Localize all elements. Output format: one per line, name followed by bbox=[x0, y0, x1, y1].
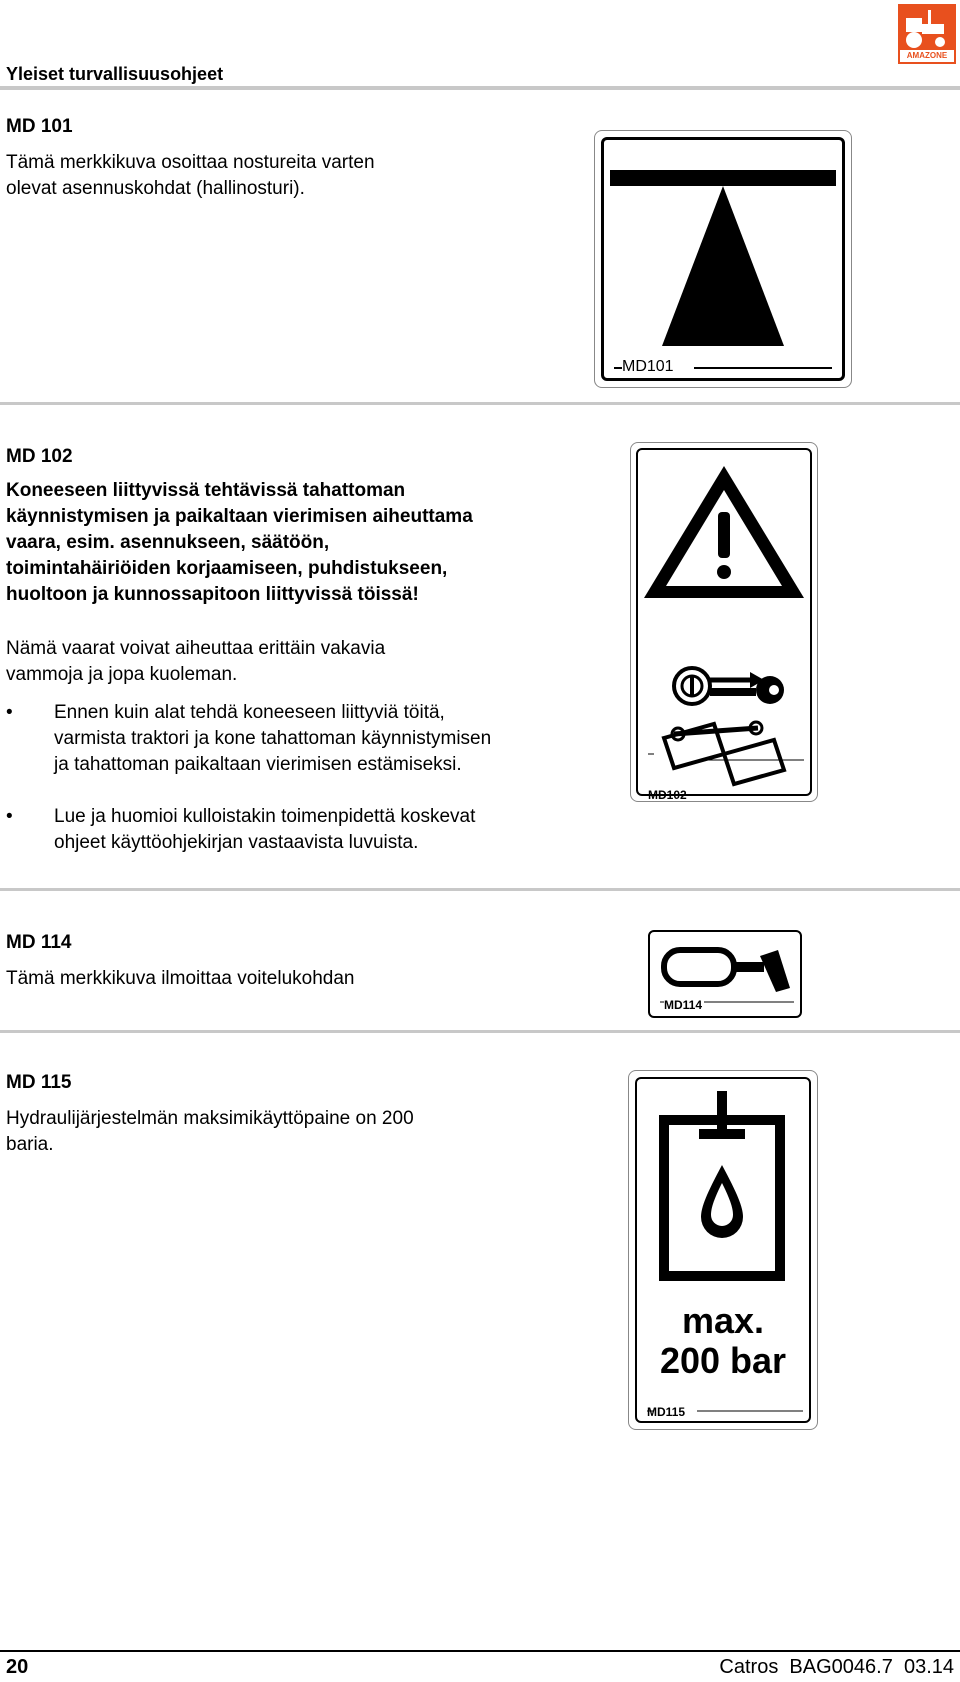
footer-rule bbox=[0, 1650, 960, 1652]
md101-text: Tämä merkkikuva osoittaa nostureita varten olevat asennuskohdat (hallinosturi). bbox=[6, 152, 375, 199]
md115-code: MD115 bbox=[647, 1405, 686, 1419]
manual-book-icon bbox=[664, 722, 784, 784]
md114-heading: MD 114 bbox=[6, 932, 72, 953]
md102-code: MD102 bbox=[648, 788, 687, 802]
md114-sign bbox=[648, 930, 802, 1018]
md115-heading: MD 115 bbox=[6, 1072, 72, 1093]
section-rule bbox=[0, 1030, 960, 1033]
md102-warning-text: Koneeseen liittyvissä tehtävissä tahattoman käynnistymisen ja paikaltaan vierimisen aiheuttama vaara, esim. asennukseen, säätöön, toimintahäiriöiden korjaamiseen, puhdistukseen, huoltoon ja kunnossapitoon liittyvissä töissä! bbox=[6, 480, 473, 605]
page-number: 20 bbox=[6, 1656, 29, 1678]
header-rule bbox=[0, 86, 960, 90]
md114-code: MD114 bbox=[664, 998, 703, 1012]
md115-sign bbox=[628, 1070, 818, 1430]
bullet-icon: • bbox=[6, 702, 13, 723]
bullet-icon: • bbox=[6, 806, 13, 827]
md102-sign bbox=[630, 442, 818, 802]
ignition-key-icon bbox=[674, 668, 784, 704]
logo-text: AMAZONE bbox=[906, 51, 948, 60]
md115-text: Hydraulijärjestelmän maksimikäyttöpaine on 200 baria. bbox=[6, 1108, 414, 1155]
page-header-title: Yleiset turvallisuusohjeet bbox=[6, 64, 224, 84]
md101-sign bbox=[594, 130, 852, 388]
sign-pressure-label: 200 bar bbox=[659, 1340, 787, 1381]
section-rule bbox=[0, 402, 960, 405]
md102-bullet-2: Lue ja huomioi kulloistakin toimenpidettä koskevat ohjeet käyttöohjekirjan vastaavista luvuista. bbox=[54, 806, 476, 853]
crane-hook-point-icon bbox=[604, 140, 842, 378]
document-reference: Catros BAG0046.7 03.14 bbox=[719, 1656, 954, 1678]
md102-text: Nämä vaarat voivat aiheuttaa erittäin vakavia vammoja ja jopa kuoleman. bbox=[6, 638, 386, 685]
section-rule bbox=[0, 888, 960, 891]
md102-heading: MD 102 bbox=[6, 446, 73, 467]
md101-code: MD101 bbox=[622, 358, 674, 375]
md101-heading: MD 101 bbox=[6, 116, 73, 137]
brand-logo bbox=[898, 4, 956, 64]
md102-sign-graphics bbox=[638, 450, 810, 794]
md102-bullet-1: Ennen kuin alat tehdä koneeseen liittyviä töitä, varmista traktori ja kone tahattoman käynnistymisen ja tahattoman paikaltaan vierimisen estämiseksi. bbox=[54, 702, 492, 775]
md114-text: Tämä merkkikuva ilmoittaa voitelukohdan bbox=[6, 968, 355, 989]
sign-max-label: max. bbox=[681, 1300, 765, 1341]
